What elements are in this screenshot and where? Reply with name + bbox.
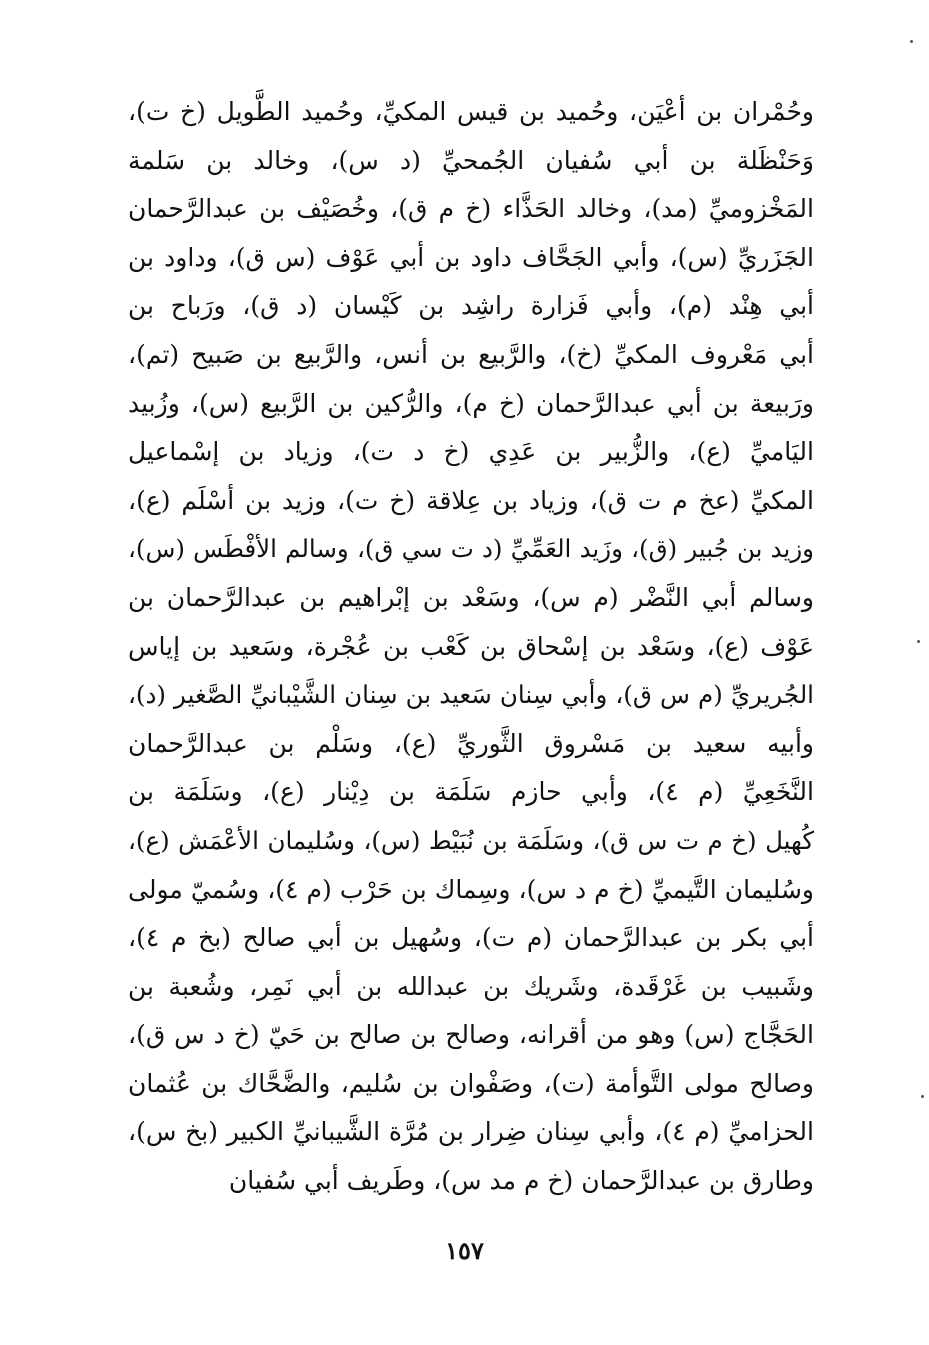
scan-speck (921, 1095, 924, 1098)
scan-speck (910, 40, 913, 43)
text-line: الجَزَريِّ (س)، وأبي الجَحَّاف داود بن أبي عَوْف (س ق)، وداود بن (128, 242, 814, 272)
text-line: الحزاميِّ (م ٤)، وأبي سِنان ضِرار بن مُرَّة الشَّيبانيِّ الكبير (بخ س)، (128, 1117, 814, 1147)
text-line: كُهيل (خ م ت س ق)، وسَلَمَة بن نُبَيْط (س)، وسُليمان الأعْمَش (ع)، (128, 825, 814, 855)
text-line: المكيِّ (عخ م ت ق)، وزياد بن عِلاقة (خ ت)، وزيد بن أسْلَم (ع)، (128, 485, 814, 515)
text-line: وشَبيب بن غَرْقَدة، وشَريك بن عبدالله بن أبي نَمِر، وشُعبة بن (128, 971, 814, 1001)
text-line: وسالم أبي النَّضْر (م س)، وسَعْد بن إبْراهيم بن عبدالرَّحمان بن (128, 582, 814, 612)
text-line: وصالح مولى التَّوأمة (ت)، وصَفْوان بن سُليم، والضَّحَّاك بن عُثمان (128, 1068, 814, 1098)
text-line: وزيد بن جُبير (ق)، وزَيد العَمِّيِّ (د ت سي ق)، وسالم الأفْطَس (س)، (128, 534, 814, 564)
text-line: اليَاميِّ (ع)، والزُّبير بن عَدِي (خ د ت)، وزياد بن إسْماعيل (128, 437, 814, 467)
text-line: المَخْزوميِّ (مد)، وخالد الحَذَّاء (خ م ق)، وخُصَيْف بن عبدالرَّحمان (128, 194, 814, 224)
text-line: وحُمْران بن أعْيَن، وحُميد بن قيس المكيِّ، وحُميد الطَّويل (خ ت)، (128, 97, 814, 126)
text-line: أبي بكر بن عبدالرَّحمان (م ت)، وسُهيل بن أبي صالح (بخ م ٤)، (128, 923, 814, 953)
text-line: وسُليمان التَّيميِّ (خ م د س)، وسِماك بن حَرْب (م ٤)، وسُميّ مولى (128, 874, 814, 904)
text-line: وطارق بن عبدالرَّحمان (خ م مد س)، وطَريف أبي سُفيان (228, 1166, 814, 1196)
text-line: وَحَنْظَلة بن أبي سُفيان الجُمحيِّ (د س)، وخالد بن سَلمة (128, 145, 814, 175)
page-number: ١٥٧ (445, 1236, 484, 1265)
text-line: الجُريريِّ (م س ق)، وأبي سِنان سَعيد بن سِنان الشَّيْبانيِّ الصَّغير (د)، (128, 680, 814, 710)
text-line: وأبيه سعيد بن مَسْروق الثَّوريِّ (ع)، وسَلْم بن عبدالرَّحمان (128, 728, 814, 758)
text-line: النَّخَعِيِّ (م ٤)، وأبي حازم سَلَمَة بن دِيْنار (ع)، وسَلَمَة بن (128, 777, 814, 807)
text-line: أبي هِنْد (م)، وأبي فَزارة راشِد بن كَيْسان (د ق)، ورَباح بن (128, 291, 814, 321)
text-line: عَوْف (ع)، وسَعْد بن إسْحاق بن كَعْب بن عُجْرة، وسَعيد بن إياس (128, 631, 814, 661)
text-line: أبي مَعْروف المكيِّ (خ)، والرَّبيع بن أنس، والرَّبيع بن صَبيح (تم)، (128, 339, 814, 369)
scan-speck (917, 640, 920, 643)
text-line: الحَجَّاج (س) وهو من أقرانه، وصالح بن صالح بن حَيّ (خ د س ق)، (128, 1020, 814, 1050)
text-line: ورَبيعة بن أبي عبدالرَّحمان (خ م)، والرُّكين بن الرَّبيع (س)، وزُبيد (128, 388, 814, 418)
body-text (128, 88, 814, 1206)
